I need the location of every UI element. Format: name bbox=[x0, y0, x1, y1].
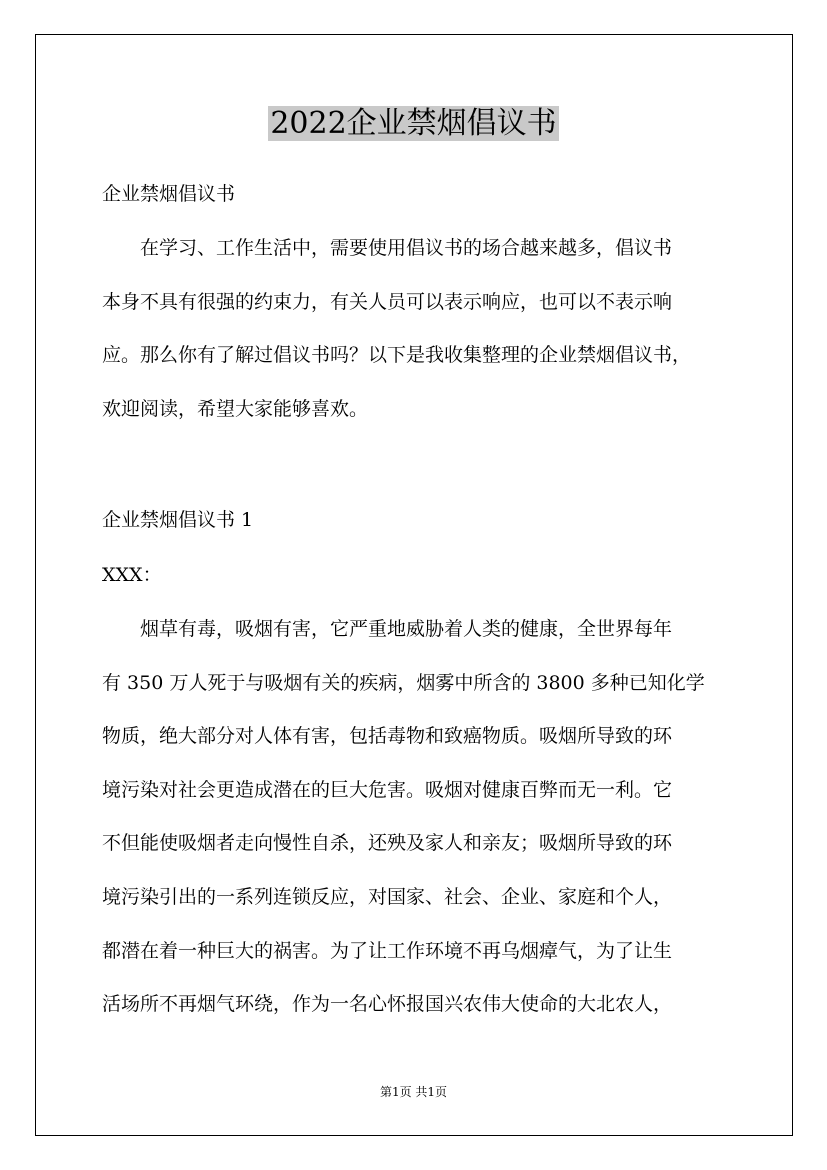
body-line: 有 350 万人死于与吸烟有关的疾病，烟雾中所含的 3800 多种已知化学 bbox=[102, 671, 705, 694]
page-footer: 第1页 共1页 bbox=[379, 1085, 448, 1099]
intro-line: 在学习、工作生活中，需要使用倡议书的场合越来越多，倡议书 bbox=[102, 237, 673, 259]
intro-paragraph bbox=[102, 236, 742, 450]
section-heading: 企业禁烟倡议书 1 bbox=[102, 509, 254, 531]
body-line: 不但能使吸烟者走向慢性自杀，还殃及家人和亲友；吸烟所导致的环 bbox=[102, 832, 673, 855]
document-subtitle: 企业禁烟倡议书 bbox=[102, 183, 236, 205]
document-title-text: 2022企业禁烟倡议书 bbox=[270, 106, 557, 141]
intro-line: 应。那么你有了解过倡议书吗？以下是我收集整理的企业禁烟倡议书， bbox=[102, 344, 692, 367]
document-title bbox=[0, 104, 827, 144]
salutation: XXX： bbox=[102, 564, 162, 586]
body-line: 烟草有毒，吸烟有害，它严重地威胁着人类的健康，全世界每年 bbox=[102, 618, 673, 640]
body-line: 活场所不再烟气环绕，作为一名心怀报国兴农伟大使命的大北农人， bbox=[102, 993, 673, 1016]
body-paragraph bbox=[102, 617, 742, 1046]
intro-line: 本身不具有很强的约束力，有关人员可以表示响应，也可以不表示响 bbox=[102, 290, 673, 313]
body-line: 物质，绝大部分对人体有害，包括毒物和致癌物质。吸烟所导致的环 bbox=[102, 725, 673, 748]
intro-line: 欢迎阅读，希望大家能够喜欢。 bbox=[102, 397, 369, 420]
body-line: 都潜在着一种巨大的祸害。为了让工作环境不再乌烟瘴气，为了让生 bbox=[102, 939, 673, 962]
body-line: 境污染引出的一系列连锁反应，对国家、社会、企业、家庭和个人， bbox=[102, 885, 673, 908]
body-line: 境污染对社会更造成潜在的巨大危害。吸烟对健康百弊而无一利。它 bbox=[102, 778, 673, 801]
